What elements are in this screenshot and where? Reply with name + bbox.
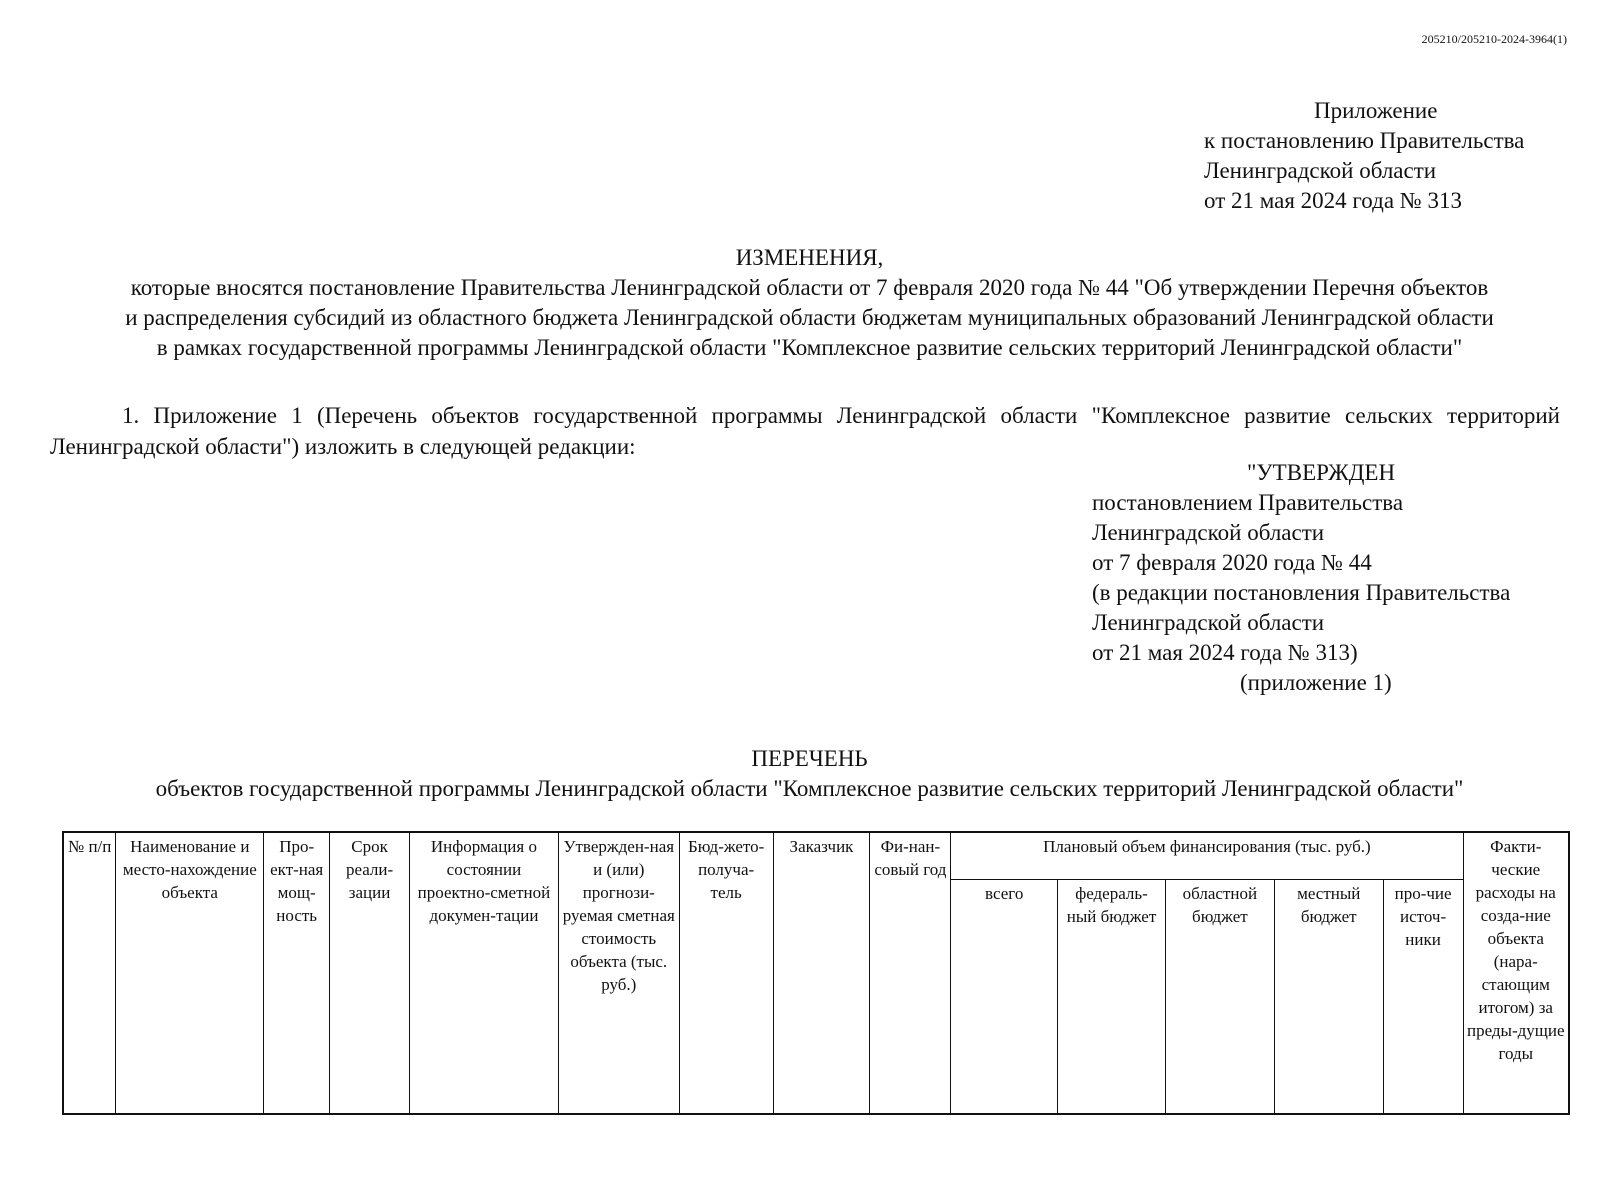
- approved-line: "УТВЕРЖДЕН: [1247, 460, 1396, 485]
- appendix-block: [1204, 96, 1524, 216]
- approved-block: [1092, 458, 1510, 698]
- approved-line: (приложение 1): [1240, 670, 1392, 695]
- clause-1: 1. Приложение 1 (Перечень объектов государственной программы Ленинградской области "Комплексное развитие сельских территорий Ленинградской области") изложить в следующей редакции:: [50, 403, 1560, 459]
- appendix-line: к постановлению Правительства: [1204, 128, 1525, 153]
- approved-line: Ленинградской области: [1092, 610, 1325, 635]
- header-planned: Плановый объем финансирования (тыс. руб.): [951, 832, 1463, 880]
- header-design-info: Информация о состоянии проектно-сметной докумен-тации: [410, 832, 559, 1114]
- changes-heading: [0, 243, 1619, 363]
- header-recipient: Бюд-жето-получа-тель: [679, 832, 773, 1114]
- header-regional: областной бюджет: [1165, 880, 1274, 1115]
- header-term: Срок реали-зации: [330, 832, 410, 1114]
- changes-subtitle-line: которые вносятся постановление Правительства Ленинградской области от 7 февраля 2020 года № 44 "Об утверждении Перечня объектов: [130, 275, 1489, 300]
- appendix-line: от 21 мая 2024 года № 313: [1204, 188, 1462, 213]
- approved-line: постановлением Правительства: [1092, 490, 1404, 515]
- changes-subtitle-line: и распределения субсидий из областного бюджета Ленинградской области бюджетам муниципальных образований Ленинградской области: [125, 305, 1494, 330]
- header-name: Наименование и место-нахождение объекта: [116, 832, 264, 1114]
- approved-line: от 21 мая 2024 года № 313): [1092, 640, 1358, 665]
- header-fin-year: Фи-нан-совый год: [870, 832, 951, 1114]
- header-other: про-чие источ-ники: [1383, 880, 1463, 1115]
- header-num: № п/п: [63, 832, 116, 1114]
- list-subtitle: объектов государственной программы Ленинградской области "Комплексное развитие сельских территорий Ленинградской области": [155, 776, 1464, 801]
- header-actual: Факти-ческие расходы на созда-ние объекта (нара-стающим итогом) за преды-дущие годы: [1463, 832, 1569, 1114]
- approved-line: от 7 февраля 2020 года № 44: [1092, 550, 1372, 575]
- list-heading: [0, 744, 1619, 804]
- appendix-line: Приложение: [1314, 98, 1438, 123]
- document-code: 205210/205210-2024-3964(1): [1421, 32, 1567, 46]
- header-local: местный бюджет: [1274, 880, 1383, 1115]
- changes-subtitle-line: в рамках государственной программы Ленинградской области "Комплексное развитие сельских территорий Ленинградской области": [156, 335, 1463, 360]
- header-capacity: Про-ект-ная мощ-ность: [264, 832, 330, 1114]
- table-header-row: [63, 832, 1569, 880]
- header-total: всего: [951, 880, 1058, 1115]
- header-customer: Заказчик: [773, 832, 870, 1114]
- appendix-line: Ленинградской области: [1204, 158, 1437, 183]
- changes-title: ИЗМЕНЕНИЯ,: [735, 245, 884, 270]
- header-cost: Утвержден-ная и (или) прогнози-руемая сметная стоимость объекта (тыс. руб.): [558, 832, 679, 1114]
- objects-table: [62, 831, 1570, 1115]
- header-federal: федераль-ный бюджет: [1058, 880, 1166, 1115]
- list-title: ПЕРЕЧЕНЬ: [751, 746, 868, 771]
- approved-line: Ленинградской области: [1092, 520, 1325, 545]
- approved-line: (в редакции постановления Правительства: [1092, 580, 1511, 605]
